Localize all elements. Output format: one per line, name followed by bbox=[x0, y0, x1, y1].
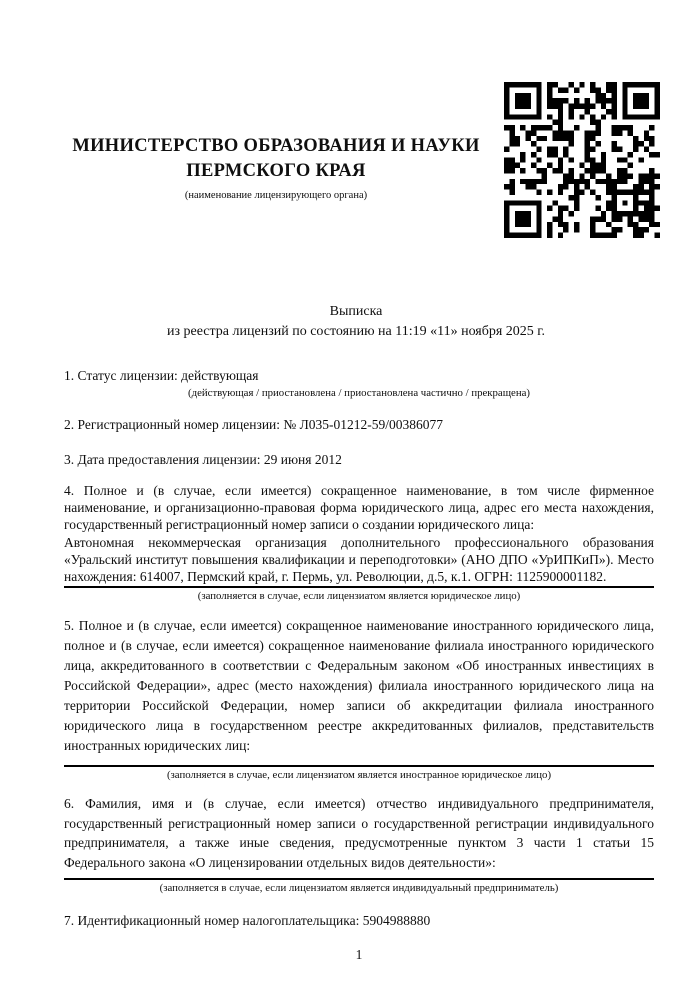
field-legal-entity-label: 4. Полное и (в случае, если имеется) сокращенное наименование, в том числе фирменное наименование, и организационно-правовая форма юридического лица, адрес его места нахождения, государственный регистрационный номер записи о создании юридического лица: bbox=[64, 483, 654, 533]
document-title-block bbox=[56, 302, 656, 342]
fill-line-individual-entrepreneur bbox=[64, 878, 654, 880]
field-grant-date: 3. Дата предоставления лицензии: 29 июня 2012 bbox=[64, 452, 342, 467]
ministry-name-line1: МИНИСТЕРСТВО ОБРАЗОВАНИЯ И НАУКИ bbox=[72, 136, 480, 156]
fill-line-foreign-entity bbox=[64, 765, 654, 767]
ministry-caption: (наименование лицензирующего органа) bbox=[184, 190, 368, 201]
document-subtitle: из реестра лицензий по состоянию на 11:19 «11» ноября 2025 г. bbox=[167, 324, 545, 339]
ministry-name-line2: ПЕРМСКОГО КРАЯ bbox=[186, 161, 366, 181]
fill-line-legal-entity bbox=[64, 586, 654, 588]
licensing-authority-name bbox=[60, 134, 492, 202]
note-individual-entrepreneur: (заполняется в случае, если лицензиатом является индивидуальный предприниматель) bbox=[159, 882, 559, 895]
field-taxpayer-inn: 7. Идентификационный номер налогоплательщика: 5904988880 bbox=[64, 913, 431, 929]
field-foreign-entity-label: 5. Полное и (в случае, если имеется) сокращенное наименование иностранного юридического лица, полное и (в случае, если имеется) сокращенное наименование филиала иностранного юридического лица, аккредитованного в соответствии с Федеральным законом «Об иностранных инвестициях в Российской Федерации», адрес (место нахождения) филиала иностранного юридического лица на территории Российской Федерации, номер записи об аккредитации филиала иностранного юридического лица в государственном реестре аккредитованных филиалов, представительств иностранных юридических лиц: bbox=[64, 618, 654, 754]
note-license-status-options: (действующая / приостановлена / приостановлена частично / прекращена) bbox=[188, 387, 530, 399]
field-legal-entity-value: Автономная некоммерческая организация дополнительного профессионального образования «Уральский институт повышения квалификации и переподготовки» (АНО ДПО «УрИПКиП»). Место нахождения: 614007, Пермский край, г. Пермь, ул. Революции, д.5, к.1. ОГРН: 1125900001182. bbox=[64, 534, 654, 585]
field-registration-number: 2. Регистрационный номер лицензии: № Л035-01212-59/00386077 bbox=[64, 417, 444, 432]
document-body bbox=[64, 367, 654, 964]
qr-code-image bbox=[504, 82, 660, 238]
qr-code bbox=[504, 82, 660, 238]
note-foreign-entity: (заполняется в случае, если лицензиатом является иностранное юридическое лицо) bbox=[166, 769, 552, 782]
field-license-status: 1. Статус лицензии: действующая bbox=[64, 368, 259, 383]
document-title: Выписка bbox=[329, 304, 383, 319]
page-number: 1 bbox=[355, 947, 363, 963]
field-individual-entrepreneur-label: 6. Фамилия, имя и (в случае, если имеется) отчество индивидуального предпринимателя, государственный регистрационный номер записи о государственной регистрации индивидуального предпринимателя, а также иные сведения, предусмотренные пунктом 3 части 1 статьи 15 Федерального закона «О лицензировании отдельных видов деятельности»: bbox=[64, 796, 654, 870]
note-legal-entity: (заполняется в случае, если лицензиатом является юридическое лицо) bbox=[197, 590, 521, 603]
